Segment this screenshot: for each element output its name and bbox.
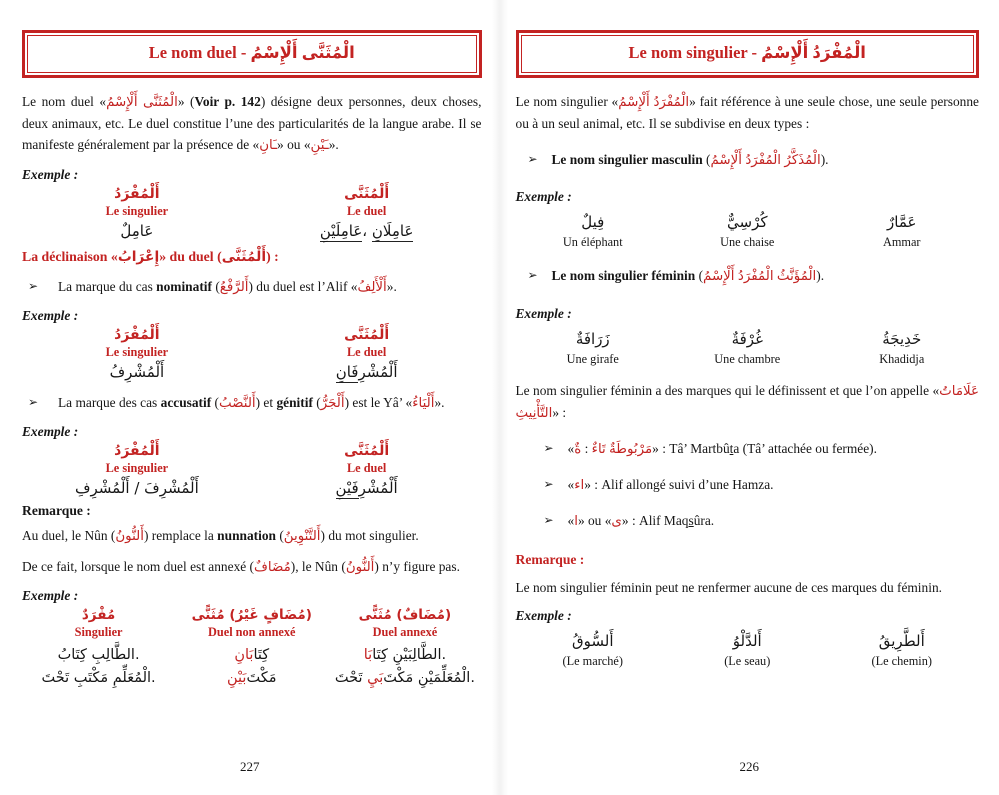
example-item (825, 632, 980, 669)
arabic-word: أَلسُّوقُ (571, 632, 614, 651)
page-right-singulier (500, 0, 999, 795)
arabic-header-dual: أَلْمُثَنَّى (344, 442, 390, 459)
arrow-bullet-icon: ➢ (28, 394, 39, 409)
arabic-header-dual: أَلْمُثَنَّى (344, 326, 390, 343)
no-mark-examples-row (516, 632, 980, 669)
arabic-word: أَلدَّلْوُ (732, 632, 762, 651)
arabic-value: أَلْمُشْرِفُ (109, 362, 165, 381)
title-box-singulier (516, 30, 980, 78)
remark-heading: Remarque : (515, 552, 585, 568)
bullet-alif-maqsura (516, 511, 980, 532)
french-caption: (Le seau) (724, 654, 771, 669)
bullet-nominative (22, 277, 482, 298)
singular-column (22, 186, 252, 240)
column-label: Le duel (346, 344, 387, 359)
dual-non-annexed-column (175, 607, 328, 686)
arabic-value: أَلْمُشْرِفَيْنِ (335, 478, 398, 497)
bullet-text: La marque des cas accusatif (أَلنَّصْبُ) et génitif (أَلْجَرُّ) est le Yâ’ «أَلْيَاءُ». (58, 394, 445, 411)
dual-column (252, 327, 482, 381)
arabic-header-singular: أَلْمُفْرَدُ (114, 442, 160, 459)
arabic-row: كِتَابَانِ (234, 646, 270, 663)
french-caption: Ammar (882, 235, 921, 250)
example-label: Exemple : (515, 305, 572, 321)
singular-column (22, 327, 252, 381)
arrow-bullet-icon: ➢ (527, 152, 538, 167)
arabic-word: خَدِيجَةُ (882, 329, 922, 348)
dual-column (252, 443, 482, 497)
french-caption: Khadidja (879, 351, 925, 366)
arabic-header: مُفْرَدٌ (81, 606, 116, 623)
arabic-value: عَامِلٌ (120, 221, 154, 240)
remark-line-1: Au duel, le Nûn (أَلنُّونُ) remplace la nunnation (أَلتَّنْوِينُ) du mot singulier. (22, 527, 419, 544)
arabic-word: كُرْسِيٌّ (727, 213, 768, 232)
column-label: Duel annexé (372, 624, 438, 639)
bullet-alif-hamza (516, 475, 980, 496)
page-title-singulier: Le nom singulier - أَلْإِسْمُ الْمُفْرَدُ (521, 35, 975, 73)
masculine-examples-row (516, 213, 980, 250)
arrow-bullet-icon: ➢ (543, 440, 554, 455)
example-item (516, 213, 671, 250)
bullet-text: Le nom singulier masculin (أَلْإِسْمُ الْمُفْرَدُ الْمُذَكَّرُ). (551, 152, 829, 169)
arabic-value: عَامِلَيْنِ، عَامِلَانِ (319, 221, 414, 240)
column-label: Le duel (346, 203, 387, 218)
arabic-header-dual: أَلْمُثَنَّى (344, 185, 390, 202)
example-label: Exemple : (515, 608, 572, 624)
arabic-header-singular: أَلْمُفْرَدُ (114, 185, 160, 202)
french-caption: (Le chemin) (871, 654, 932, 669)
arabic-row: كِتَابُ الطَّالِبِ. (57, 646, 140, 663)
column-label: Le singulier (105, 203, 169, 218)
page-gutter-shadow (492, 0, 508, 795)
arabic-row: تَحْتَ مَكْتَبِ الْمُعَلِّمِ. (41, 669, 156, 686)
example-label: Exemple : (22, 166, 79, 182)
declension-heading: La déclinaison «إِعْرَابُ» du duel (أَلْمُثَنَّى) : (22, 248, 279, 265)
arabic-word: زَرَافَةٌ (575, 329, 610, 348)
bullet-text: «ا» ou «ى» : Alif Maqsûra. (567, 513, 715, 530)
intro-paragraph-duel: Le nom duel «أَلْإِسْمُ الْمُثَنَّى» (Voir p. 142) désigne deux personnes, deux choses, deux animaux, etc. Le duel constitue l’une des particularités de la langue arabe. Il se manifeste généralement par la présence de «ـَانِ» ou «ـَيْنِ». (22, 94, 482, 154)
arrow-bullet-icon: ➢ (527, 268, 538, 283)
example-label: Exemple : (515, 189, 572, 205)
arrow-bullet-icon: ➢ (28, 278, 39, 293)
column-label: Le singulier (105, 460, 169, 475)
arabic-header-singular: أَلْمُفْرَدُ (114, 326, 160, 343)
arrow-bullet-icon: ➢ (543, 477, 554, 492)
example-item (516, 632, 671, 669)
example-label: Exemple : (22, 423, 79, 439)
bullet-feminine (516, 266, 980, 287)
example-item (825, 213, 980, 250)
column-label: Le singulier (105, 344, 169, 359)
bullet-ta-marbuta (516, 439, 980, 460)
page-number-right: 226 (739, 759, 759, 774)
bullet-text: La marque du cas nominatif (أَلرَّفْعُ) du duel est l’Alif «أَلْأَلِفُ». (58, 278, 397, 295)
bullet-masculine (516, 150, 980, 171)
bullet-text: Le nom singulier féminin (أَلْإِسْمُ الْمُفْرَدُ الْمُؤَنَّثُ). (551, 268, 825, 285)
french-caption: Une girafe (566, 351, 619, 366)
arabic-row: تَحْتَ مَكْتَبَيِ الْمُعَلِّمَيْنِ. (334, 669, 475, 686)
bullet-accusative-genitive (22, 393, 482, 414)
dual-annexed-column (328, 607, 481, 686)
remark-line-2: De ce fait, lorsque le nom duel est annexé (مُضَافٌ), le Nûn (أَلنُّونُ) n’y figure pas. (22, 558, 460, 575)
arabic-value: أَلْمُشْرِفَانِ (335, 362, 398, 381)
title-box-duel (22, 30, 482, 78)
arrow-bullet-icon: ➢ (543, 513, 554, 528)
remark-line: Le nom singulier féminin peut ne renfermer aucune de ces marques du féminin. (515, 580, 942, 596)
arabic-word: عَمَّارٌ (887, 213, 917, 232)
arabic-word: فِيلٌ (581, 213, 605, 232)
remark-heading: Remarque : (22, 502, 91, 518)
example-label: Exemple : (22, 307, 79, 323)
arabic-header: مُثَنًّى (غَيْرُ مُضَافٍ) (191, 606, 312, 623)
french-caption: Une chaise (720, 235, 775, 250)
example-item (516, 330, 671, 367)
intro-paragraph-singulier: Le nom singulier «أَلْإِسْمُ الْمُفْرَدُ» fait référence à une seule chose, une seule personne ou à un seul animal, etc. Il se subdivise en deux types : (515, 94, 979, 132)
feminine-examples-row (516, 330, 980, 367)
bullet-text: «ةٌ : تَاءٌ مَرْبُوطَةٌ» : Tâ’ Martbûta (Tâ’ attachée ou fermée). (567, 440, 877, 457)
example-item (670, 632, 825, 669)
singular-column (22, 443, 252, 497)
french-caption: (Le marché) (562, 654, 623, 669)
column-label: Duel non annexé (208, 624, 296, 639)
example-item (825, 330, 980, 367)
feminine-marks-paragraph: Le nom singulier féminin a des marques qui le définissent et que l’on appelle «عَلَامَاتُ التَّأْنِيثِ» : (515, 382, 979, 421)
page-number-left: 227 (240, 759, 260, 774)
arabic-row: مَكْتَبَيْنِ (227, 669, 277, 686)
example-table-1 (22, 186, 482, 240)
arabic-header: مُثَنًّى (مُضَافٌ) (358, 606, 452, 623)
singular-column (22, 607, 175, 686)
column-label: Le duel (346, 460, 387, 475)
example-table-2 (22, 327, 482, 381)
dual-column (252, 186, 482, 240)
arabic-row: كِتَابَا الطَّالِبَيْنِ. (363, 646, 447, 663)
arabic-word: أَلطَّرِيقُ (878, 632, 925, 651)
french-caption: Une chambre (714, 351, 781, 366)
bullet-text: «اء» : Alif allongé suivi d’une Hamza. (567, 477, 774, 494)
example-table-3 (22, 443, 482, 497)
example-item (670, 213, 825, 250)
arabic-word: غُرْفَةٌ (731, 329, 763, 348)
column-label: Singulier (74, 624, 123, 639)
page-title-duel: Le nom duel - أَلْإِسْمُ الْمُثَنَّى (27, 35, 477, 73)
example-label: Exemple : (22, 587, 79, 603)
arabic-value: أَلْمُشْرِفِ / أَلْمُشْرِفَ (74, 478, 199, 497)
annexed-dual-table (22, 607, 482, 686)
french-caption: Un éléphant (562, 235, 623, 250)
example-item (670, 330, 825, 367)
